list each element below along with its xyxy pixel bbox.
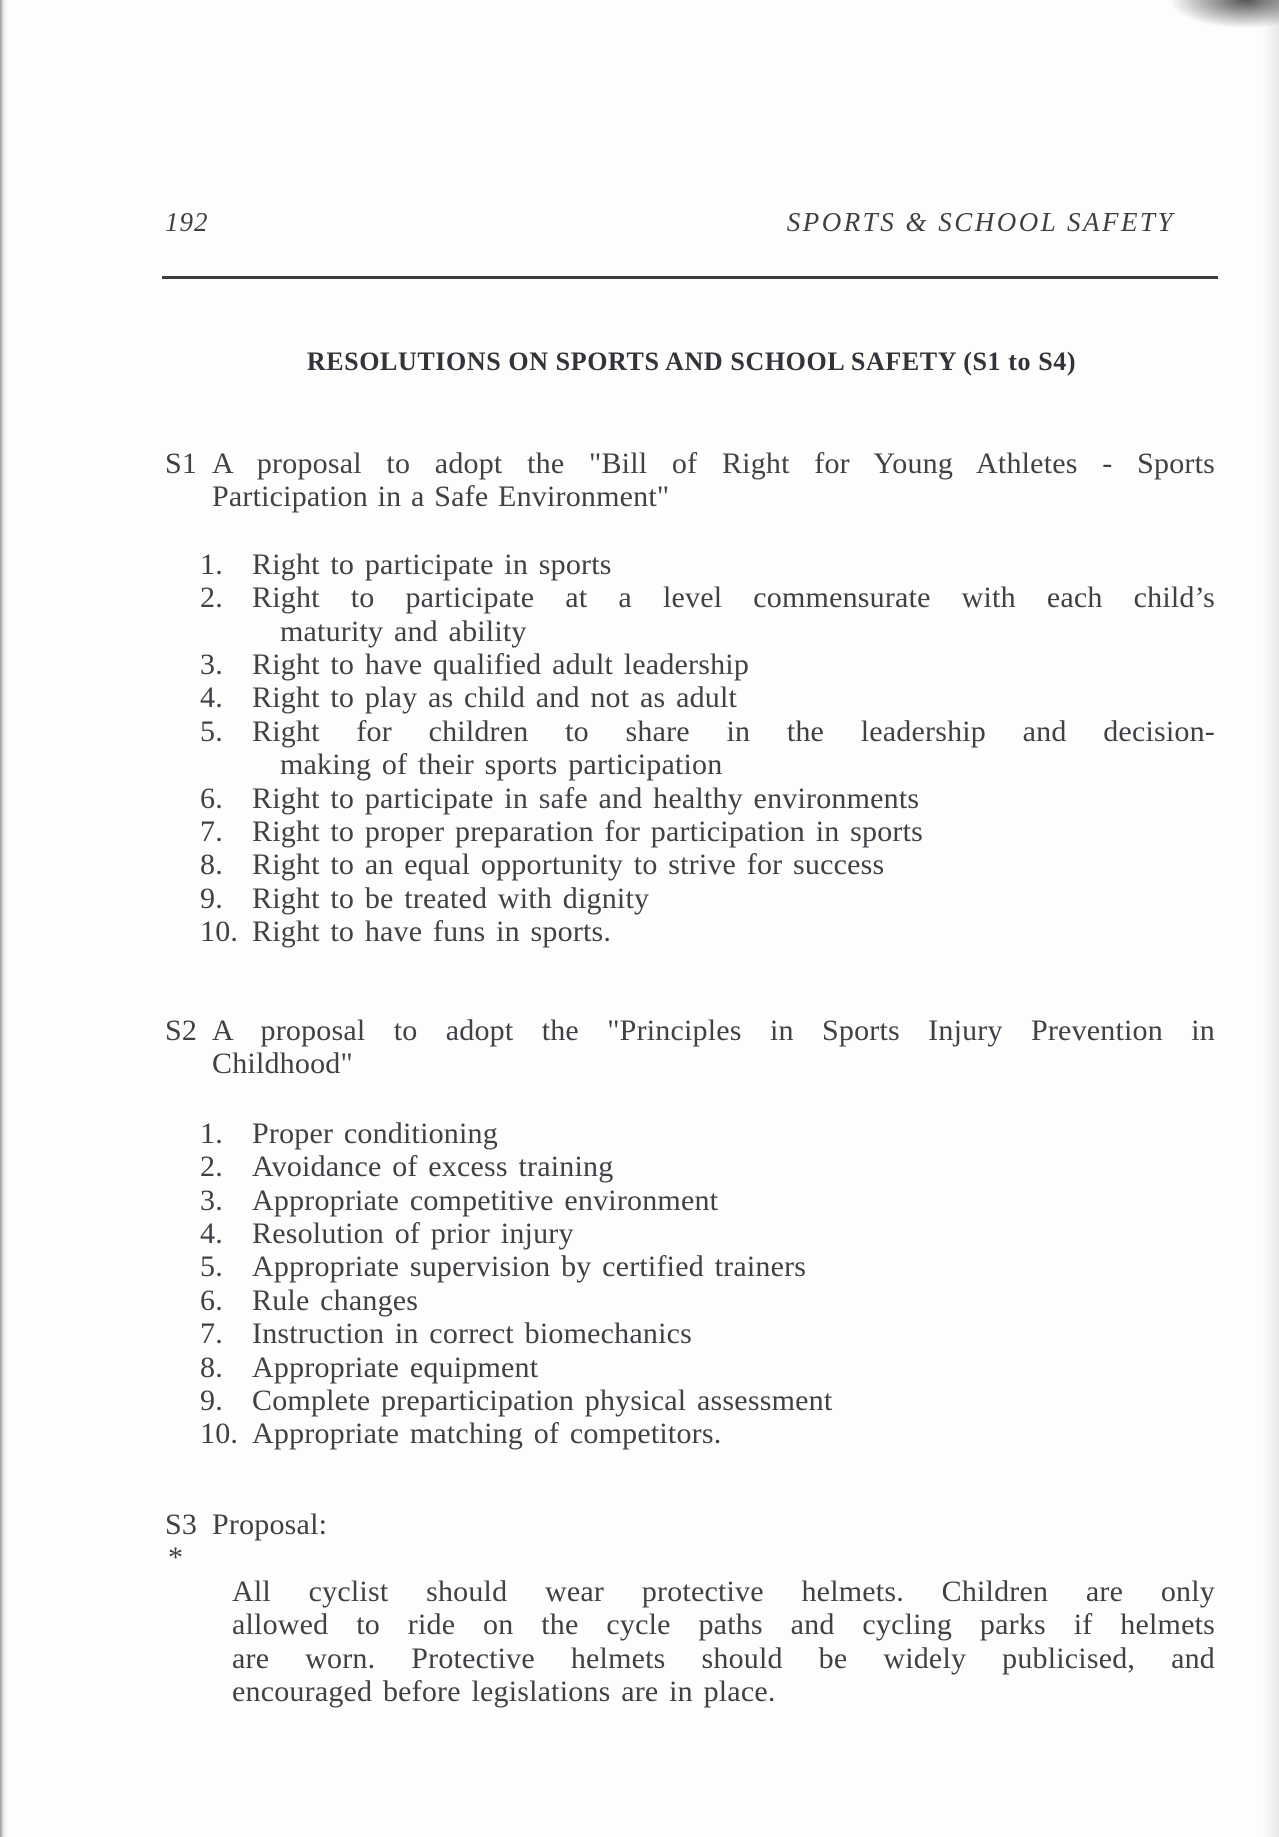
scan-left-edge-artifact [0,0,7,1837]
section-body [232,1575,1215,1709]
section-intro [212,1014,1215,1081]
list-item [165,1284,1218,1317]
page-title: RESOLUTIONS ON SPORTS AND SCHOOL SAFETY (S1 to S4) [306,347,1077,376]
body-line: encouraged before legislations are in place. [232,1675,776,1709]
body-line: are worn. Protective helmets should be widely publicised, and [232,1641,1215,1675]
item-text: Instruction in correct biomechanics [252,1317,693,1351]
item-text: Right to have funs in sports. [252,915,612,949]
item-text: Appropriate supervision by certified trainers [252,1250,807,1284]
list-item [165,1217,1218,1250]
item-text: Appropriate equipment [252,1350,539,1384]
list-item [165,1184,1218,1217]
asterisk-marker: * [168,1541,184,1574]
numbered-list [165,1117,1218,1451]
item-number: 1. [200,1116,223,1150]
item-text: Rule changes [252,1283,419,1317]
list-item [165,1351,1218,1384]
item-text: Proper conditioning [252,1116,498,1150]
list-item [165,1417,1218,1450]
item-number: 6. [200,1283,223,1317]
list-item [165,1150,1218,1183]
section-label: S2 [165,1014,198,1047]
item-text: Right to participate at a level commensurate with each child’s [252,581,1215,615]
list-item [165,1317,1218,1350]
item-number: 4. [200,1217,223,1251]
item-text: Right for children to share in the leadership and decision- [252,714,1215,748]
item-number: 2. [200,1150,223,1184]
scan-right-edge-artifact [1263,0,1279,1837]
list-item [165,1117,1218,1150]
list-item [165,1250,1218,1283]
list-item [165,581,1218,648]
intro-line: Participation in a Safe Environment" [212,480,670,514]
list-item [165,648,1218,681]
item-number: 4. [200,681,223,715]
item-text: Avoidance of excess training [252,1150,614,1184]
item-number: 1. [200,547,223,581]
item-number: 10. [200,1417,239,1451]
item-text: Right to proper preparation for participation in sports [252,815,924,849]
intro-line: Childhood" [212,1047,353,1081]
item-number: 5. [200,1250,223,1284]
running-header: SPORTS & SCHOOL SAFETY [786,207,1175,237]
intro-line: A proposal to adopt the "Principles in Sports Injury Prevention in [212,1014,1215,1047]
section-s2 [165,1014,1218,1451]
item-number: 8. [200,1350,223,1384]
item-number: 3. [200,1183,223,1217]
item-number: 2. [200,581,223,615]
item-text: Right to participate in safe and healthy environments [252,781,920,815]
header-divider-rule [162,276,1218,279]
list-item [165,848,1218,881]
item-text-continuation: maturity and ability [280,614,527,648]
item-number: 10. [200,915,239,949]
item-number: 5. [200,714,223,748]
list-item [165,681,1218,714]
item-text: Right to be treated with dignity [252,881,650,915]
section-label: S1 [165,447,198,480]
list-item [165,782,1218,815]
item-text: Appropriate matching of competitors. [252,1417,722,1451]
scan-corner-shadow-artifact [1129,0,1279,42]
numbered-list [165,548,1218,949]
item-text: Right to an equal opportunity to strive for success [252,848,885,882]
list-item [165,715,1218,782]
item-text: Appropriate competitive environment [252,1183,719,1217]
item-text-continuation: making of their sports participation [280,748,723,782]
body-line: allowed to ride on the cycle paths and cycling parks if helmets [232,1608,1215,1642]
item-number: 7. [200,1317,223,1351]
item-text: Right to participate in sports [252,547,612,581]
section-intro [212,447,1215,514]
list-item [165,548,1218,581]
list-item [165,1384,1218,1417]
item-number: 9. [200,1384,223,1418]
item-number: 7. [200,815,223,849]
list-item [165,815,1218,848]
intro-line: A proposal to adopt the "Bill of Right for Young Athletes - Sports [212,447,1215,480]
item-text: Complete preparticipation physical assessment [252,1384,833,1418]
body-line: All cyclist should wear protective helmets. Children are only [232,1574,1215,1608]
section-s1 [165,447,1218,949]
section-s3 [165,1508,1218,1708]
item-text: Right to have qualified adult leadership [252,648,750,682]
item-number: 8. [200,848,223,882]
list-item [165,882,1218,915]
list-item [165,915,1218,948]
item-number: 3. [200,648,223,682]
item-text: Resolution of prior injury [252,1217,574,1251]
section-heading: Proposal: [212,1508,328,1541]
item-number: 6. [200,781,223,815]
item-text: Right to play as child and not as adult [252,681,738,715]
section-label: S3 [165,1508,198,1541]
page-number: 192 [165,207,209,237]
item-number: 9. [200,881,223,915]
